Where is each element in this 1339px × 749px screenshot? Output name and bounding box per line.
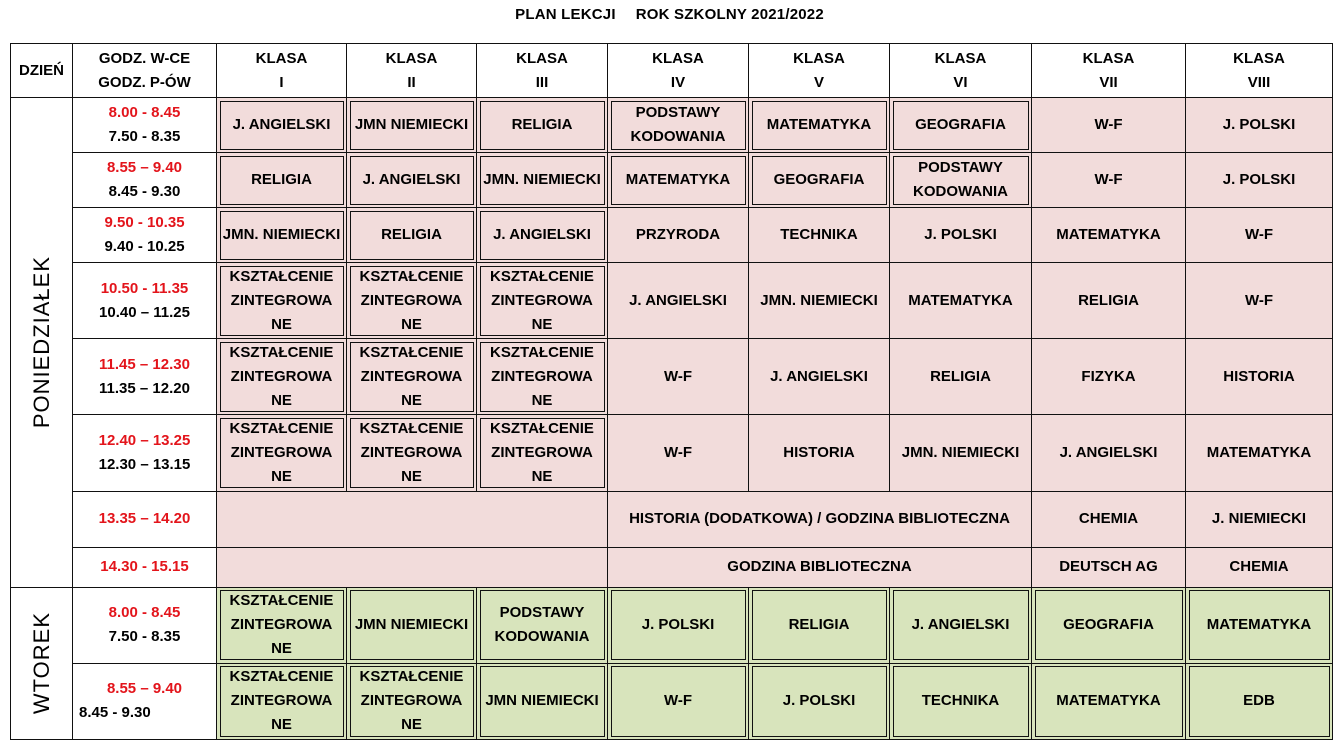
lesson-cell: KSZTAŁCENIE ZINTEGROWA NE <box>217 587 347 663</box>
lesson-cell: KSZTAŁCENIE ZINTEGROWA NE <box>477 263 608 339</box>
lesson-cell: KSZTAŁCENIE ZINTEGROWA NE <box>217 415 347 491</box>
lesson-cell: J. POLSKI <box>890 208 1032 263</box>
lesson-cell: RELIGIA <box>217 153 347 208</box>
class-number: V <box>813 73 824 91</box>
lesson-cell: W-F <box>608 663 749 739</box>
lesson-cell: W-F <box>1186 263 1333 339</box>
lesson-cell: KSZTAŁCENIE ZINTEGROWA NE <box>347 263 477 339</box>
lesson-cell: W-F <box>1032 98 1186 153</box>
class-label: KLASA <box>516 49 568 67</box>
time-cell <box>73 339 217 415</box>
lesson-cell: KSZTAŁCENIE ZINTEGROWA NE <box>477 339 608 415</box>
time-pow: 12.30 – 13.15 <box>98 456 191 474</box>
header-class-6 <box>890 44 1032 98</box>
title-plan: PLAN LEKCJI <box>515 6 616 23</box>
lesson-cell: MATEMATYKA <box>1032 663 1186 739</box>
lesson-cell: MATEMATYKA <box>1186 415 1333 491</box>
class-label: KLASA <box>652 49 704 67</box>
lesson-cell: MATEMATYKA <box>1186 587 1333 663</box>
class-label: KLASA <box>385 49 438 67</box>
time-pow: 9.40 - 10.25 <box>104 238 185 256</box>
table-row <box>11 547 1333 587</box>
header-time-pow: GODZ. P-ÓW <box>98 73 191 91</box>
table-row <box>11 663 1333 739</box>
header-time <box>73 44 217 98</box>
class-number: VIII <box>1247 73 1271 91</box>
class-number: IV <box>670 73 686 91</box>
title-year: ROK SZKOLNY 2021/2022 <box>635 6 824 23</box>
lesson-cell: PODSTAWY KODOWANIA <box>477 587 608 663</box>
time-cell <box>73 415 217 491</box>
lesson-cell: JMN NIEMIECKI <box>347 98 477 153</box>
lesson-cell: J. POLSKI <box>749 663 890 739</box>
time-wce: 9.50 - 10.35 <box>104 214 185 232</box>
lesson-cell: RELIGIA <box>890 339 1032 415</box>
time-cell <box>73 547 217 587</box>
lesson-cell: HISTORIA <box>1186 339 1333 415</box>
lesson-cell: MATEMATYKA <box>608 153 749 208</box>
lesson-cell: DEUTSCH AG <box>1032 547 1186 587</box>
empty-cell <box>217 547 608 587</box>
lesson-cell: JMN. NIEMIECKI <box>890 415 1032 491</box>
time-wce: 13.35 – 14.20 <box>98 510 191 528</box>
class-number: II <box>407 73 416 91</box>
lesson-cell: RELIGIA <box>477 98 608 153</box>
time-cell <box>73 663 217 739</box>
class-number: VI <box>953 73 968 91</box>
lesson-cell: J. POLSKI <box>1186 98 1333 153</box>
lesson-cell: W-F <box>608 339 749 415</box>
header-day: DZIEŃ <box>11 44 73 98</box>
lesson-cell: KSZTAŁCENIE ZINTEGROWA NE <box>477 415 608 491</box>
time-wce: 11.45 – 12.30 <box>99 355 190 373</box>
time-cell <box>73 491 217 547</box>
lesson-cell: J. ANGIELSKI <box>1032 415 1186 491</box>
lesson-cell: HISTORIA <box>749 415 890 491</box>
header-class-7 <box>1032 44 1186 98</box>
header-class-8 <box>1186 44 1333 98</box>
class-label: KLASA <box>1082 49 1135 67</box>
lesson-cell: PRZYRODA <box>608 208 749 263</box>
day-label: WTOREK <box>28 612 54 715</box>
lesson-cell: KSZTAŁCENIE ZINTEGROWA NE <box>347 415 477 491</box>
table-row <box>11 153 1333 208</box>
class-label: KLASA <box>255 49 308 67</box>
time-pow: 7.50 - 8.35 <box>108 128 181 146</box>
time-pow: 8.45 - 9.30 <box>79 704 151 722</box>
table-row <box>11 415 1333 491</box>
lesson-cell: JMN. NIEMIECKI <box>749 263 890 339</box>
lesson-cell: J. POLSKI <box>1186 153 1333 208</box>
day-tuesday <box>11 587 73 739</box>
lesson-cell: KSZTAŁCENIE ZINTEGROWA NE <box>217 339 347 415</box>
lesson-cell: J. ANGIELSKI <box>217 98 347 153</box>
lesson-cell: JMN. NIEMIECKI <box>477 153 608 208</box>
lesson-cell: W-F <box>1186 208 1333 263</box>
day-label: PONIEDZIAŁEK <box>28 256 54 429</box>
lesson-cell: MATEMATYKA <box>890 263 1032 339</box>
header-class-3 <box>477 44 608 98</box>
time-cell <box>73 263 217 339</box>
lesson-cell: GEOGRAFIA <box>749 153 890 208</box>
lesson-cell: RELIGIA <box>347 208 477 263</box>
schedule-table <box>10 43 1333 740</box>
lesson-cell: GEOGRAFIA <box>890 98 1032 153</box>
lesson-cell: KSZTAŁCENIE ZINTEGROWA NE <box>347 663 477 739</box>
class-number: III <box>535 73 549 91</box>
time-wce: 8.55 – 9.40 <box>106 680 183 698</box>
lesson-cell: CHEMIA <box>1186 547 1333 587</box>
lesson-cell: TECHNIKA <box>890 663 1032 739</box>
lesson-cell: PODSTAWY KODOWANIA <box>890 153 1032 208</box>
header-class-5 <box>749 44 890 98</box>
table-row <box>11 491 1333 547</box>
day-monday <box>11 98 73 588</box>
time-pow: 10.40 – 11.25 <box>99 303 190 321</box>
header-class-2 <box>347 44 477 98</box>
header-class-1 <box>217 44 347 98</box>
lesson-cell: J. ANGIELSKI <box>608 263 749 339</box>
time-cell <box>73 153 217 208</box>
table-row <box>11 98 1333 153</box>
lesson-cell: W-F <box>1032 153 1186 208</box>
lesson-cell: JMN. NIEMIECKI <box>217 208 347 263</box>
lesson-cell: J. ANGIELSKI <box>477 208 608 263</box>
header-row <box>11 44 1333 98</box>
time-wce: 8.00 - 8.45 <box>108 104 181 122</box>
lesson-cell: J. ANGIELSKI <box>347 153 477 208</box>
empty-cell <box>217 491 608 547</box>
lesson-cell: KSZTAŁCENIE ZINTEGROWA NE <box>217 663 347 739</box>
time-pow: 7.50 - 8.35 <box>108 628 181 646</box>
lesson-cell: GEOGRAFIA <box>1032 587 1186 663</box>
lesson-cell: RELIGIA <box>749 587 890 663</box>
time-wce: 8.55 – 9.40 <box>106 159 183 177</box>
lesson-cell: J. ANGIELSKI <box>890 587 1032 663</box>
table-row <box>11 263 1333 339</box>
lesson-cell: JMN NIEMIECKI <box>347 587 477 663</box>
class-label: KLASA <box>1233 49 1285 67</box>
lesson-cell: CHEMIA <box>1032 491 1186 547</box>
time-pow: 8.45 - 9.30 <box>108 183 181 201</box>
header-class-4 <box>608 44 749 98</box>
class-label: KLASA <box>793 49 845 67</box>
class-label: KLASA <box>934 49 987 67</box>
lesson-cell: FIZYKA <box>1032 339 1186 415</box>
table-row <box>11 587 1333 663</box>
time-cell <box>73 98 217 153</box>
lesson-cell: TECHNIKA <box>749 208 890 263</box>
lesson-cell: JMN NIEMIECKI <box>477 663 608 739</box>
time-cell <box>73 587 217 663</box>
class-number: VII <box>1099 73 1118 91</box>
table-row <box>11 339 1333 415</box>
lesson-cell-span: HISTORIA (DODATKOWA) / GODZINA BIBLIOTECZNA <box>608 491 1032 547</box>
time-wce: 10.50 - 11.35 <box>100 279 189 297</box>
lesson-cell: EDB <box>1186 663 1333 739</box>
lesson-cell: J. ANGIELSKI <box>749 339 890 415</box>
time-pow: 11.35 – 12.20 <box>99 379 190 397</box>
class-number: I <box>279 73 284 91</box>
time-wce: 14.30 - 15.15 <box>100 558 189 576</box>
page-title <box>0 6 1339 23</box>
lesson-cell: RELIGIA <box>1032 263 1186 339</box>
lesson-cell: J. POLSKI <box>608 587 749 663</box>
table-row <box>11 208 1333 263</box>
lesson-cell: KSZTAŁCENIE ZINTEGROWA NE <box>347 339 477 415</box>
lesson-cell: MATEMATYKA <box>749 98 890 153</box>
time-wce: 12.40 – 13.25 <box>98 432 191 450</box>
lesson-cell: MATEMATYKA <box>1032 208 1186 263</box>
lesson-cell-span: GODZINA BIBLIOTECZNA <box>608 547 1032 587</box>
lesson-cell: W-F <box>608 415 749 491</box>
lesson-cell: KSZTAŁCENIE ZINTEGROWA NE <box>217 263 347 339</box>
time-cell <box>73 208 217 263</box>
lesson-cell: J. NIEMIECKI <box>1186 491 1333 547</box>
time-wce: 8.00 - 8.45 <box>108 604 181 622</box>
lesson-cell: PODSTAWY KODOWANIA <box>608 98 749 153</box>
header-time-wce: GODZ. W-CE <box>98 49 191 67</box>
